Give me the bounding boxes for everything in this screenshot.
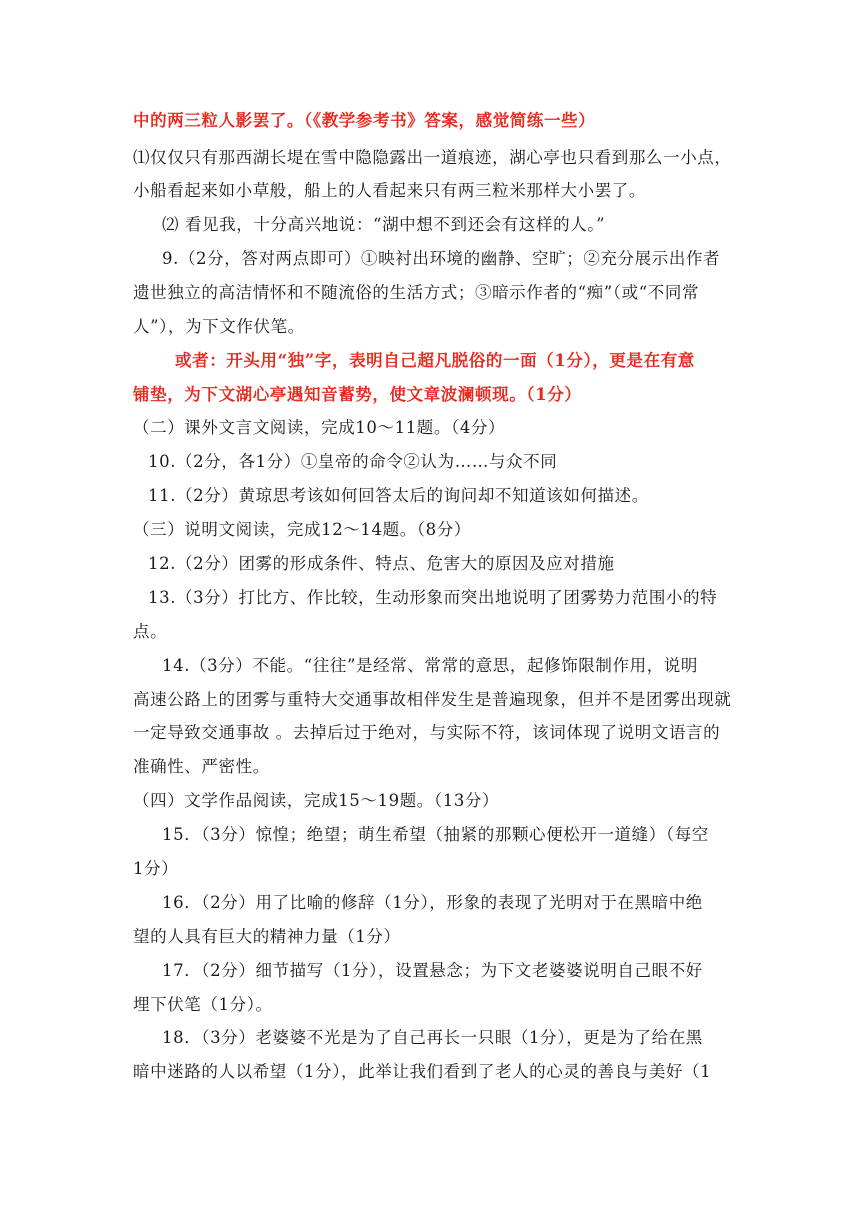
question-13-answer: 点。 [133, 622, 168, 641]
question-11-answer: 11.（2分）黄琼思考该如何回答太后的询问却不知道该如何描述。 [148, 486, 649, 505]
answer-line: 中的两三粒人影罢了。（《教学参考书》答案，感觉简练一些） [133, 111, 596, 130]
alternative-answer: 铺垫，为下文湖心亭遇知音蓄势，使文章波澜顿现。（1分） [133, 385, 582, 404]
section-heading: （二）课外文言文阅读，完成10～11题。（4分） [133, 418, 506, 437]
question-14-answer: 14.（3分）不能。“往往”是经常、常常的意思，起修饰限制作用，说明 [162, 656, 699, 675]
question-14-answer: 准确性、严密性。 [133, 757, 270, 776]
question-17-answer: 埋下伏笔（1分）。 [133, 995, 273, 1014]
section-heading: （四）文学作品阅读，完成15～19题。（13分） [133, 791, 500, 810]
answer-line: ⑵ 看见我，十分高兴地说：“湖中想不到还会有这样的人。” [162, 215, 606, 234]
answer-line: ⑴仅仅只有那西湖长堤在雪中隐隐露出一道痕迹，湖心亭也只看到那么一小点， [133, 148, 732, 167]
question-15-answer: 1分） [133, 859, 179, 878]
question-14-answer: 高速公路上的团雾与重特大交通事故相伴发生是普遍现象，但并不是团雾出现就 [133, 690, 732, 709]
question-13-answer: 13.（3分）打比方、作比较，生动形象而突出地说明了团雾势力范围小的特 [148, 588, 718, 607]
question-17-answer: 17．（2分）细节描写（1分），设置悬念；为下文老婆婆说明自己眼不好 [162, 961, 703, 980]
question-10-answer: 10.（2分，各1分）①皇帝的命令②认为……与众不同 [148, 452, 558, 471]
alternative-answer: 或者：开头用“独”字，表明自己超凡脱俗的一面（1分），更是在有意 [175, 351, 695, 370]
question-9-answer: 遗世独立的高洁情怀和不随流俗的生活方式；③暗示作者的“痴”（或“不同常 [133, 283, 700, 302]
question-16-answer: 16．（2分）用了比喻的修辞（1分），形象的表现了光明对于在黑暗中绝 [162, 893, 703, 912]
section-heading: （三）说明文阅读，完成12～14题。（8分） [133, 520, 471, 539]
answer-line: 小船看起来如小草般，船上的人看起来只有两三粒米那样大小罢了。 [133, 181, 646, 200]
question-9-answer: 9.（2分，答对两点即可）①映衬出环境的幽静、空旷；②充分展示出作者 [162, 249, 721, 268]
question-14-answer: 一定导致交通事故 。去掉后过于绝对，与实际不符，该词体现了说明文语言的 [133, 723, 721, 742]
question-16-answer: 望的人具有巨大的精神力量（1分） [133, 927, 401, 946]
question-15-answer: 15．（3分）惊惶；绝望；萌生希望（抽紧的那颗心便松开一道缝）（每空 [162, 825, 709, 844]
question-18-answer: 18．（3分）老婆婆不光是为了自己再长一只眼（1分），更是为了给在黑 [162, 1028, 703, 1047]
question-9-answer: 人”），为下文作伏笔。 [133, 317, 305, 336]
question-12-answer: 12.（2分）团雾的形成条件、特点、危害大的原因及应对措施 [148, 554, 615, 573]
question-18-answer: 暗中迷路的人以希望（1分），此举让我们看到了老人的心灵的善良与美好（1 [133, 1062, 712, 1081]
